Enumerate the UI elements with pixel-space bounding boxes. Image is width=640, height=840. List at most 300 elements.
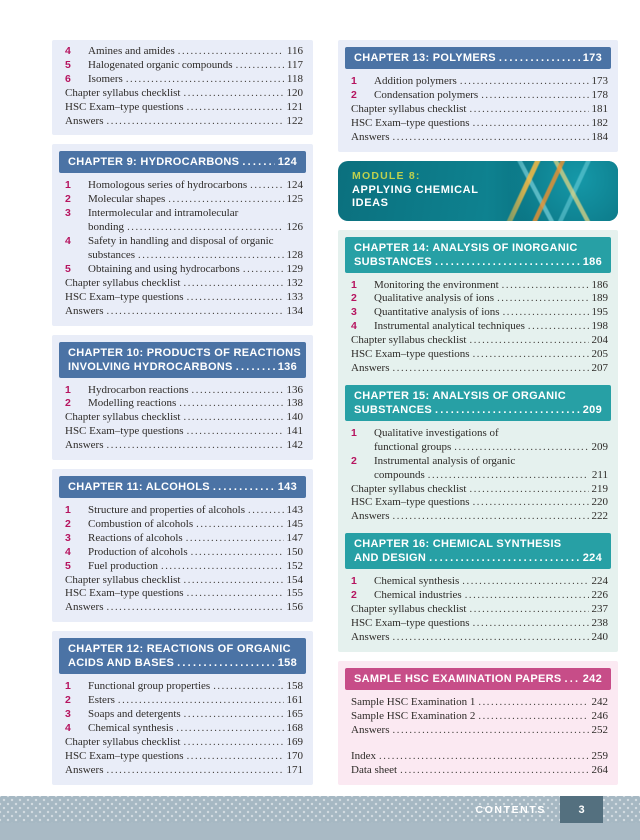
leader-dots: [478, 696, 588, 710]
leader-dots: [469, 483, 588, 497]
toc-entry[interactable]: [338, 510, 618, 524]
chapter-title: SAMPLE HSC EXAMINATION PAPERS: [354, 672, 562, 685]
leader-dots: [250, 179, 283, 193]
module-banner-text: [338, 161, 618, 211]
leader-dots: [187, 587, 284, 601]
toc-entry[interactable]: [52, 235, 313, 249]
chapter-subsection: [338, 47, 618, 145]
item-label: Halogenated organic compounds: [88, 58, 233, 71]
item-number: 2: [65, 193, 71, 206]
chapter-title-line2: ACIDS AND BASES: [68, 657, 175, 670]
item-label: Soaps and detergents: [88, 708, 181, 721]
item-page-number: 136: [286, 383, 303, 396]
toc-entry[interactable]: [52, 560, 313, 574]
leader-dots: [473, 117, 589, 131]
item-label: HSC Exam–type questions: [351, 348, 470, 361]
item-page-number: 168: [286, 722, 303, 734]
chapter-heading[interactable]: [59, 151, 306, 173]
item-label: HSC Exam–type questions: [351, 496, 470, 509]
item-label: Sample HSC Examination 1: [351, 695, 476, 708]
item-label: Chapter syllabus checklist: [65, 411, 181, 424]
leader-dots: [454, 441, 588, 455]
toc-entry[interactable]: [52, 532, 313, 546]
toc-entry[interactable]: [52, 546, 313, 560]
item-label: Structure and properties of alcohols: [88, 504, 246, 517]
leader-dots: [187, 750, 284, 764]
item-label: Chapter syllabus checklist: [351, 482, 467, 495]
item-page-number: 204: [591, 334, 608, 347]
item-label: Instrumental analysis of organic: [374, 454, 516, 467]
toc-entry[interactable]: [52, 694, 313, 708]
leader-dots: [183, 574, 283, 588]
item-page-number: 125: [286, 193, 303, 206]
leader-dots: [429, 551, 580, 565]
toc-entry[interactable]: [52, 73, 313, 87]
toc-entry[interactable]: [338, 75, 618, 89]
leader-dots: [502, 279, 589, 293]
chapter-page-number: 186: [582, 255, 602, 268]
leader-dots: [183, 736, 283, 750]
item-page-number: 154: [286, 573, 303, 586]
item-number: 6: [65, 72, 71, 85]
leader-dots: [178, 45, 284, 59]
footer-bar: [0, 796, 640, 823]
chapter-heading[interactable]: [345, 47, 611, 69]
item-label: Chemical synthesis: [374, 575, 460, 588]
item-label: Answers: [65, 601, 104, 614]
toc-section-panel: [338, 661, 618, 786]
chapter-subsection: [338, 668, 618, 779]
item-label: Chapter syllabus checklist: [65, 86, 181, 99]
item-page-number: 259: [591, 750, 608, 763]
item-label: Answers: [65, 114, 104, 127]
toc-entry[interactable]: [338, 320, 618, 334]
toc-entry[interactable]: [338, 496, 618, 510]
item-label: HSC Exam–type questions: [351, 616, 470, 629]
toc-entry[interactable]: [52, 193, 313, 207]
item-label: bonding: [88, 221, 125, 234]
toc-section-panel: [52, 144, 313, 325]
item-page-number: 124: [286, 179, 303, 192]
toc-entry[interactable]: [338, 362, 618, 376]
chapter-heading[interactable]: [59, 342, 306, 378]
item-label: Obtaining and using hydrocarbons: [88, 262, 240, 275]
item-label: Answers: [65, 304, 104, 317]
item-label: Chapter syllabus checklist: [351, 334, 467, 347]
leader-dots: [435, 255, 580, 269]
item-page-number: 132: [286, 276, 303, 289]
toc-entry[interactable]: [338, 696, 618, 710]
item-number: 4: [65, 45, 71, 57]
leader-dots: [187, 425, 284, 439]
item-label: Qualitative investigations of: [374, 426, 499, 439]
item-number: 3: [65, 207, 71, 220]
item-page-number: 240: [591, 630, 608, 643]
item-page-number: 173: [591, 75, 608, 87]
chapter-title: CHAPTER 11: ALCOHOLS: [68, 481, 210, 494]
chapter-title: CHAPTER 10: PRODUCTS OF REACTIONS: [68, 346, 301, 359]
toc-column-right: [338, 40, 618, 794]
item-label: HSC Exam–type questions: [65, 587, 184, 600]
chapter-page-number: 224: [582, 552, 602, 565]
leader-dots: [107, 305, 284, 319]
item-label: Data sheet: [351, 764, 398, 777]
item-label: Chemical industries: [374, 589, 462, 602]
toc-entry[interactable]: [338, 131, 618, 145]
item-label: Reactions of alcohols: [88, 531, 183, 544]
leader-dots: [393, 724, 589, 738]
item-number: 1: [65, 179, 71, 192]
item-page-number: 147: [286, 531, 303, 544]
leader-dots: [236, 59, 284, 73]
item-page-number: 170: [286, 749, 303, 762]
toc-entry[interactable]: [52, 764, 313, 778]
leader-dots: [428, 469, 589, 483]
item-label: Chapter syllabus checklist: [65, 573, 181, 586]
item-page-number: 126: [286, 221, 303, 234]
toc-entry[interactable]: [338, 89, 618, 103]
toc-entry[interactable]: [338, 292, 618, 306]
item-page-number: 158: [286, 680, 303, 693]
toc-entry[interactable]: [52, 59, 313, 73]
toc-entry[interactable]: [338, 334, 618, 348]
item-label: Amines and amides: [88, 45, 175, 57]
toc-entry[interactable]: [338, 724, 618, 738]
leader-dots: [107, 115, 284, 129]
item-number: 2: [351, 292, 357, 305]
chapter-page-number: 143: [277, 481, 297, 494]
item-label: Chemical synthesis: [88, 722, 174, 734]
item-label: HSC Exam–type questions: [65, 290, 184, 303]
chapter-subsection: [52, 342, 313, 454]
module-banner: [338, 161, 618, 221]
leader-dots: [462, 575, 588, 589]
toc-entry[interactable]: [338, 764, 618, 778]
item-page-number: 220: [591, 496, 608, 509]
chapter-heading[interactable]: [345, 533, 611, 569]
item-number: 2: [351, 589, 357, 602]
item-page-number: 252: [591, 723, 608, 736]
toc-entry[interactable]: [338, 589, 618, 603]
leader-dots: [242, 155, 274, 169]
leader-dots: [186, 532, 284, 546]
item-number: 3: [65, 708, 71, 721]
toc-entry[interactable]: [52, 518, 313, 532]
item-number: 2: [65, 694, 71, 707]
leader-dots: [465, 589, 589, 603]
item-label: Intermolecular and intramolecular: [88, 207, 239, 220]
leader-dots: [107, 601, 284, 615]
item-label: HSC Exam–type questions: [351, 116, 470, 129]
item-label: Chapter syllabus checklist: [65, 276, 181, 289]
leader-dots: [192, 384, 284, 398]
leader-dots: [184, 708, 284, 722]
toc-entry[interactable]: [338, 117, 618, 131]
item-page-number: 264: [591, 764, 608, 777]
item-page-number: 171: [286, 763, 303, 776]
item-page-number: 211: [591, 468, 608, 481]
item-number: 1: [351, 575, 357, 588]
chapter-subsection: [338, 533, 618, 645]
toc-entry[interactable]: [52, 587, 313, 601]
item-page-number: 186: [591, 278, 608, 291]
toc-entry[interactable]: [52, 263, 313, 277]
item-page-number: 116: [286, 45, 303, 57]
toc-entry[interactable]: [52, 411, 313, 425]
chapter-title: CHAPTER 9: HYDROCARBONS: [68, 156, 240, 169]
leader-dots: [179, 397, 283, 411]
leader-dots: [127, 221, 283, 235]
item-label: compounds: [374, 468, 425, 481]
item-page-number: 238: [591, 616, 608, 629]
chapter-heading[interactable]: [59, 476, 306, 498]
leader-dots: [107, 439, 284, 453]
leader-dots: [196, 518, 283, 532]
leader-dots: [393, 631, 589, 645]
leader-dots: [177, 656, 275, 670]
item-label: Answers: [351, 361, 390, 374]
chapter-page-number: 173: [582, 52, 602, 64]
item-page-number: 224: [591, 575, 608, 588]
toc-entry[interactable]: [338, 455, 618, 469]
chapter-title-line2: INVOLVING HYDROCARBONS: [68, 360, 233, 373]
chapter-title-line2: SUBSTANCES: [354, 255, 432, 268]
leader-dots: [248, 504, 283, 518]
chapter-page-number: 158: [277, 657, 297, 670]
toc-entry[interactable]: [52, 680, 313, 694]
toc-entry[interactable]: [338, 306, 618, 320]
item-label: Chapter syllabus checklist: [351, 603, 467, 616]
item-label: Functional group properties: [88, 680, 211, 693]
item-number: 2: [65, 517, 71, 530]
item-label: Answers: [351, 130, 390, 143]
toc-entry[interactable]: [52, 87, 313, 101]
item-page-number: 122: [286, 114, 303, 127]
leader-dots: [168, 193, 283, 207]
item-label: Answers: [351, 510, 390, 523]
item-label: Instrumental analytical techniques: [374, 320, 525, 333]
toc-section-panel: [52, 469, 313, 622]
leader-dots: [469, 334, 588, 348]
leader-dots: [191, 546, 284, 560]
toc-entry[interactable]: [338, 710, 618, 724]
toc-entry[interactable]: [52, 115, 313, 129]
toc-entry[interactable]: [338, 575, 618, 589]
chapter-page-number: 136: [277, 360, 297, 373]
item-page-number: 140: [286, 411, 303, 424]
toc-entry[interactable]: [52, 249, 313, 263]
item-label: Fuel production: [88, 559, 158, 572]
leader-dots: [503, 306, 589, 320]
toc-entry[interactable]: [338, 469, 618, 483]
item-page-number: 150: [286, 545, 303, 558]
leader-dots: [379, 750, 588, 764]
item-number: 5: [65, 559, 71, 572]
toc-section-panel: [52, 335, 313, 461]
toc-entry[interactable]: [52, 384, 313, 398]
chapter-heading[interactable]: [345, 237, 611, 273]
item-label: HSC Exam–type questions: [65, 100, 184, 113]
leader-dots: [393, 131, 589, 145]
toc-entry[interactable]: [52, 574, 313, 588]
item-page-number: 222: [591, 510, 608, 523]
toc-entry[interactable]: [52, 291, 313, 305]
toc-entry[interactable]: [52, 397, 313, 411]
item-page-number: 120: [286, 86, 303, 99]
toc-entry[interactable]: [338, 603, 618, 617]
chapter-heading[interactable]: [59, 638, 306, 674]
leader-dots: [460, 75, 589, 89]
item-page-number: 152: [286, 559, 303, 572]
item-number: 2: [351, 454, 357, 467]
toc-entry[interactable]: [52, 708, 313, 722]
toc-entry[interactable]: [52, 207, 313, 221]
toc-entry[interactable]: [52, 425, 313, 439]
toc-entry[interactable]: [52, 277, 313, 291]
item-page-number: 155: [286, 587, 303, 600]
toc-entry[interactable]: [338, 427, 618, 441]
item-number: 1: [65, 383, 71, 396]
item-label: HSC Exam–type questions: [65, 425, 184, 438]
chapter-heading[interactable]: [345, 668, 611, 690]
item-number: 1: [65, 504, 71, 517]
item-number: 4: [351, 320, 357, 333]
item-page-number: 189: [591, 292, 608, 305]
item-page-number: 134: [286, 304, 303, 317]
leader-dots: [138, 249, 283, 263]
item-page-number: 219: [591, 482, 608, 495]
chapter-heading[interactable]: [345, 385, 611, 421]
item-page-number: 117: [286, 58, 303, 71]
footer-contents-label: CONTENTS: [475, 803, 546, 816]
leader-dots: [565, 672, 580, 686]
item-page-number: 182: [591, 116, 608, 129]
chapter-title: CHAPTER 15: ANALYSIS OF ORGANIC: [354, 389, 567, 402]
leader-dots: [481, 89, 588, 103]
leader-dots: [473, 348, 589, 362]
leader-dots: [473, 617, 589, 631]
item-label: functional groups: [374, 440, 452, 453]
toc-entry[interactable]: [338, 750, 618, 764]
leader-dots: [393, 510, 589, 524]
toc-section-panel: [338, 230, 618, 652]
footer-bottom-strip: [0, 823, 640, 840]
item-label: Safety in handling and disposal of organic: [88, 235, 274, 248]
toc-entry[interactable]: [52, 601, 313, 615]
item-label: Molecular shapes: [88, 193, 166, 206]
toc-columns: [52, 40, 618, 794]
module-number-label: MODULE 8:: [352, 169, 421, 182]
leader-dots: [528, 320, 589, 334]
item-label: Production of alcohols: [88, 545, 188, 558]
toc-entry[interactable]: [338, 483, 618, 497]
leader-dots: [187, 101, 284, 115]
chapter-subsection: [52, 45, 313, 128]
item-label: Answers: [351, 723, 390, 736]
leader-dots: [187, 291, 284, 305]
toc-entry[interactable]: [52, 305, 313, 319]
item-label: Homologous series of hydrocarbons: [88, 179, 248, 192]
chapter-title-line2: SUBSTANCES: [354, 403, 432, 416]
leader-dots: [393, 362, 589, 376]
chapter-subsection: [52, 151, 313, 318]
item-label: Condensation polymers: [374, 88, 479, 101]
item-label: Chapter syllabus checklist: [351, 102, 467, 115]
toc-entry[interactable]: [52, 101, 313, 115]
toc-entry[interactable]: [338, 348, 618, 362]
item-label: Answers: [65, 439, 104, 452]
item-page-number: 156: [286, 601, 303, 614]
item-page-number: 195: [591, 306, 608, 319]
leader-dots: [469, 603, 588, 617]
item-page-number: 205: [591, 348, 608, 361]
item-label: Combustion of alcohols: [88, 517, 194, 530]
leader-dots: [213, 680, 283, 694]
item-label: substances: [88, 248, 136, 261]
toc-entry[interactable]: [338, 617, 618, 631]
toc-section-panel: [52, 631, 313, 784]
item-page-number: 128: [286, 248, 303, 261]
item-number: 4: [65, 722, 71, 734]
toc-entry[interactable]: [52, 45, 313, 59]
toc-section-panel: [338, 40, 618, 152]
toc-entry[interactable]: [52, 179, 313, 193]
item-number: 5: [65, 58, 71, 71]
item-page-number: 169: [286, 735, 303, 748]
item-number: 1: [351, 426, 357, 439]
item-number: 2: [351, 88, 357, 101]
item-label: Addition polymers: [374, 75, 457, 87]
leader-dots: [497, 292, 588, 306]
toc-entry[interactable]: [52, 736, 313, 750]
item-page-number: 129: [286, 262, 303, 275]
leader-dots: [469, 103, 588, 117]
toc-entry[interactable]: [338, 279, 618, 293]
toc-entry[interactable]: [338, 441, 618, 455]
leader-dots: [478, 710, 588, 724]
toc-entry[interactable]: [52, 722, 313, 736]
leader-dots: [435, 403, 580, 417]
chapter-title: CHAPTER 12: REACTIONS OF ORGANIC: [68, 643, 291, 656]
toc-entry[interactable]: [338, 631, 618, 645]
leader-dots: [243, 263, 284, 277]
toc-entry[interactable]: [52, 504, 313, 518]
item-label: Chapter syllabus checklist: [65, 735, 181, 748]
item-number: 3: [351, 306, 357, 319]
item-label: Index: [351, 750, 377, 763]
toc-column-left: [52, 40, 313, 794]
leader-dots: [499, 51, 580, 65]
toc-entry[interactable]: [52, 439, 313, 453]
item-page-number: 242: [591, 695, 608, 708]
item-number: 1: [351, 278, 357, 291]
leader-dots: [107, 764, 284, 778]
chapter-subsection: [52, 638, 313, 777]
chapter-page-number: 242: [582, 672, 602, 685]
toc-entry[interactable]: [338, 103, 618, 117]
item-page-number: 138: [286, 397, 303, 410]
item-page-number: 141: [286, 425, 303, 438]
toc-entry[interactable]: [52, 221, 313, 235]
toc-entry[interactable]: [52, 750, 313, 764]
leader-dots: [213, 480, 275, 494]
item-page-number: 142: [286, 439, 303, 452]
item-page-number: 178: [591, 88, 608, 101]
item-page-number: 118: [286, 72, 303, 85]
item-page-number: 121: [286, 100, 303, 113]
item-number: 3: [65, 531, 71, 544]
item-label: Quantitative analysis of ions: [374, 306, 500, 319]
